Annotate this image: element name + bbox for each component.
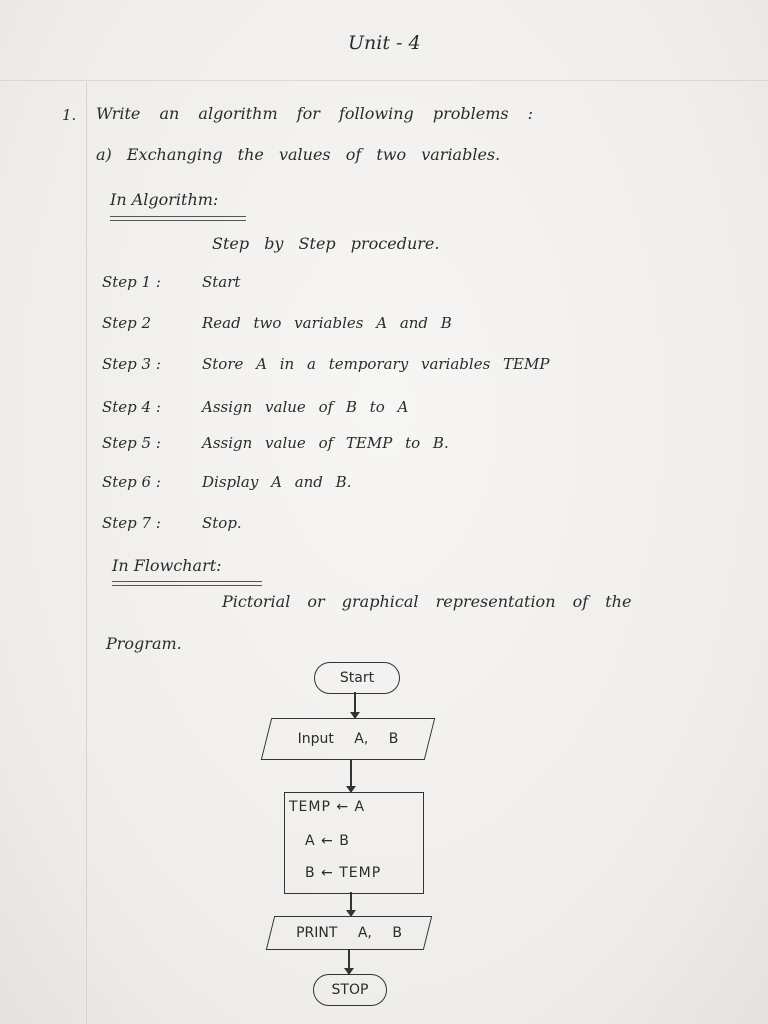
flowchart-description-line2: Program. xyxy=(106,634,182,653)
flowchart-stop-label: STOP xyxy=(331,982,369,998)
unit-title: Unit - 4 xyxy=(348,32,421,54)
step-row xyxy=(102,514,242,532)
top-rule xyxy=(0,80,768,81)
step-text: Store A in a temporary variables TEMP xyxy=(202,355,550,373)
algorithm-subtitle: Step by Step procedure. xyxy=(212,234,440,253)
flowchart-stop-terminal xyxy=(313,974,387,1006)
question-text: Write an algorithm for following problems : xyxy=(96,104,534,123)
step-text: Assign value of TEMP to B. xyxy=(202,434,449,452)
step-row xyxy=(102,398,408,416)
step-row xyxy=(102,434,449,452)
flow-arrow xyxy=(350,760,352,792)
flowchart-input-box xyxy=(266,718,430,760)
flowchart-description-line1: Pictorial or graphical representation of the xyxy=(222,592,632,611)
question-number: 1. xyxy=(62,106,77,124)
margin-rule xyxy=(86,82,87,1024)
flowchart-print-box xyxy=(270,916,428,950)
step-text: Stop. xyxy=(202,514,242,532)
step-text: Read two variables A and B xyxy=(202,314,452,332)
flow-arrow xyxy=(350,892,352,916)
question-part-a: a) Exchanging the values of two variables. xyxy=(96,145,501,164)
flow-arrow xyxy=(354,692,356,718)
step-label: Step 6 : xyxy=(102,473,161,491)
process-line: B ← TEMP xyxy=(305,865,382,881)
step-row xyxy=(102,355,549,373)
step-label: Step 1 : xyxy=(102,273,161,291)
step-row xyxy=(102,473,351,491)
step-row xyxy=(102,273,240,291)
flowchart-start-terminal xyxy=(314,662,400,694)
step-text: Start xyxy=(202,273,241,291)
step-label: Step 3 : xyxy=(102,355,161,373)
step-label: Step 2 xyxy=(102,314,152,332)
flowchart-print-label: PRINT A, B xyxy=(296,925,402,941)
step-label: Step 7 : xyxy=(102,514,161,532)
step-label: Step 5 : xyxy=(102,434,161,452)
algorithm-heading: In Algorithm: xyxy=(110,190,219,209)
step-text: Assign value of B to A xyxy=(202,398,409,416)
step-row xyxy=(102,314,452,332)
algorithm-heading-underline xyxy=(110,216,246,221)
flowchart-heading: In Flowchart: xyxy=(112,556,222,575)
flowchart-input-label: Input A, B xyxy=(297,731,399,747)
flowchart-heading-underline xyxy=(112,581,262,586)
flowchart-process-box xyxy=(284,792,424,894)
process-line: A ← B xyxy=(305,833,350,849)
flowchart-start-label: Start xyxy=(339,670,375,686)
flow-arrow xyxy=(348,950,350,974)
step-text: Display A and B. xyxy=(202,473,352,491)
step-label: Step 4 : xyxy=(102,398,161,416)
process-line: TEMP ← A xyxy=(289,799,366,815)
